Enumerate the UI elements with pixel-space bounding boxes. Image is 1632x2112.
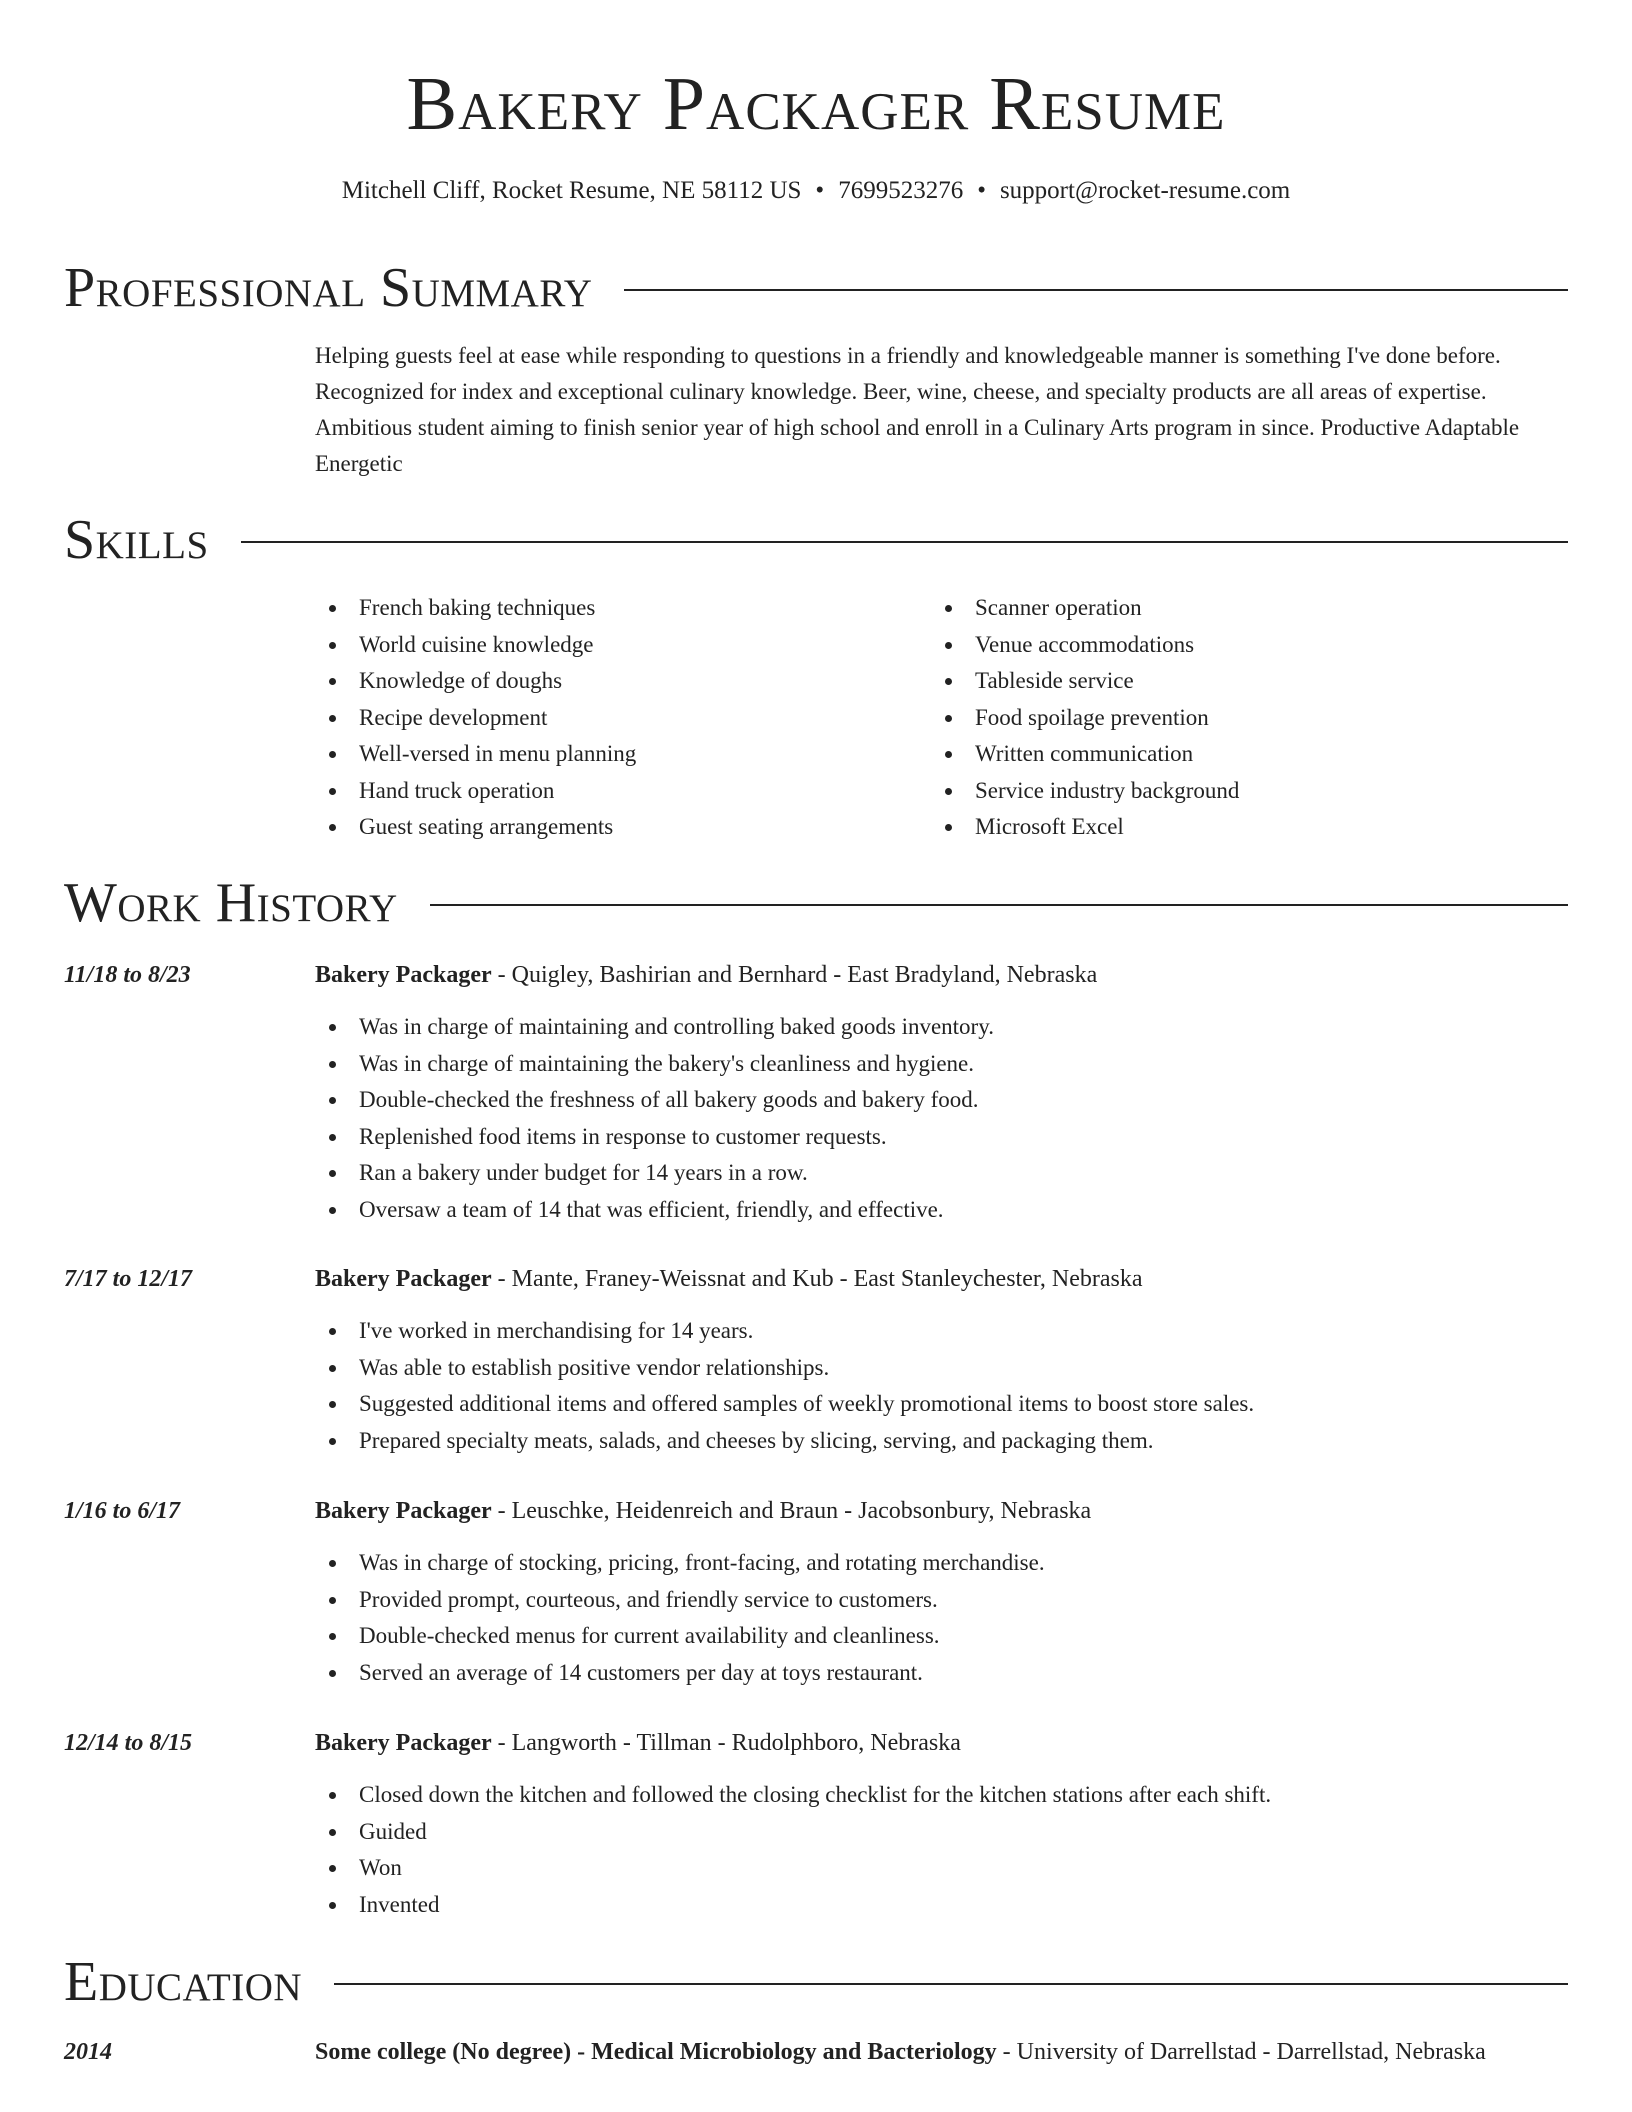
- job-bullet: Prepared specialty meats, salads, and cheeses by slicing, serving, and packaging them.: [315, 1423, 1570, 1460]
- job-employer: - Quigley, Bashirian and Bernhard - East Bradyland, Nebraska: [491, 962, 1098, 988]
- section-header-work: [64, 873, 1568, 933]
- skills-column-1: [315, 590, 915, 846]
- job-bullet: Closed down the kitchen and followed the closing checklist for the kitchen stations after each shift.: [315, 1777, 1570, 1814]
- skill-item: Knowledge of doughs: [315, 663, 915, 700]
- job-bullet: Suggested additional items and offered samples of weekly promotional items to boost store sales.: [315, 1386, 1570, 1423]
- education-school: - University of Darrellstad - Darrellstad, Nebraska: [996, 2039, 1486, 2065]
- job-bullet: I've worked in merchandising for 14 years.: [315, 1313, 1570, 1350]
- job-bullets: [315, 1313, 1570, 1459]
- section-divider: [241, 541, 1568, 543]
- section-header-education: [64, 1952, 1568, 2012]
- section-title-work: Work History: [64, 872, 398, 934]
- skill-item: French baking techniques: [315, 590, 915, 627]
- skill-item: Hand truck operation: [315, 773, 915, 810]
- skill-item: Service industry background: [931, 773, 1571, 810]
- skill-item: Scanner operation: [931, 590, 1571, 627]
- section-title-summary: Professional Summary: [64, 257, 593, 319]
- job-bullet: Oversaw a team of 14 that was efficient, friendly, and effective.: [315, 1192, 1570, 1229]
- section-title-skills: Skills: [64, 509, 209, 571]
- skills-column-2: [931, 590, 1571, 846]
- skill-item: Food spoilage prevention: [931, 700, 1571, 737]
- education-date: 2014: [64, 2039, 112, 2065]
- job-title: Bakery Packager: [315, 1498, 492, 1524]
- skill-item: Written communication: [931, 736, 1571, 773]
- job-bullet: Was able to establish positive vendor relationships.: [315, 1350, 1570, 1387]
- job-bullet: Invented: [315, 1887, 1570, 1924]
- job-employer: - Leuschke, Heidenreich and Braun - Jacobsonbury, Nebraska: [491, 1498, 1092, 1524]
- job-bullet: Ran a bakery under budget for 14 years in a row.: [315, 1155, 1570, 1192]
- job-bullet: Provided prompt, courteous, and friendly service to customers.: [315, 1582, 1570, 1619]
- job-employer: - Mante, Franey-Weissnat and Kub - East Stanleychester, Nebraska: [491, 1266, 1143, 1292]
- job-heading: [315, 1261, 1570, 1297]
- section-header-summary: [64, 258, 1568, 318]
- skill-item: Recipe development: [315, 700, 915, 737]
- job-heading: [315, 1493, 1570, 1529]
- contact-address: Mitchell Cliff, Rocket Resume, NE 58112 US: [341, 177, 802, 204]
- contact-email[interactable]: support@rocket-resume.com: [999, 177, 1291, 204]
- summary-text: Helping guests feel at ease while responding to questions in a friendly and knowledgeable manner is something I've done before. Recognized for index and exceptional culinary knowledge. Beer, wine, cheese, and specialty products are all areas of expertise. Ambitious student aiming to finish senior year of high school and enroll in a Culinary Arts program in since. Productive Adaptable Energetic: [315, 343, 1520, 476]
- job-bullets: [315, 1545, 1570, 1691]
- job-bullet: Was in charge of maintaining and controlling baked goods inventory.: [315, 1009, 1570, 1046]
- education-degree: Some college (No degree) - Medical Microbiology and Bacteriology: [315, 2039, 997, 2065]
- section-divider: [334, 1983, 1568, 1985]
- resume-title: Bakery Packager Resume: [406, 62, 1226, 146]
- skill-item: Well-versed in menu planning: [315, 736, 915, 773]
- job-bullet: Won: [315, 1850, 1570, 1887]
- job-bullets: [315, 1777, 1570, 1923]
- job-date: 12/14 to 8/15: [64, 1730, 193, 1756]
- job-title: Bakery Packager: [315, 962, 492, 988]
- skill-item: Microsoft Excel: [931, 809, 1571, 846]
- job-bullet: Double-checked menus for current availability and cleanliness.: [315, 1618, 1570, 1655]
- job-bullet: Double-checked the freshness of all bakery goods and bakery food.: [315, 1082, 1570, 1119]
- section-divider: [430, 904, 1568, 906]
- job-date: 7/17 to 12/17: [64, 1266, 193, 1292]
- job-bullet: Served an average of 14 customers per day at toys restaurant.: [315, 1655, 1570, 1692]
- skill-item: World cuisine knowledge: [315, 627, 915, 664]
- education-heading: [315, 2034, 1570, 2071]
- job-date: 1/16 to 6/17: [64, 1498, 181, 1524]
- contact-line: [0, 174, 1632, 208]
- section-divider: [624, 289, 1568, 291]
- contact-phone: 7699523276: [838, 177, 964, 204]
- job-bullet: Guided: [315, 1814, 1570, 1851]
- job-title: Bakery Packager: [315, 1730, 492, 1756]
- job-title: Bakery Packager: [315, 1266, 492, 1292]
- skill-item: Tableside service: [931, 663, 1571, 700]
- skill-item: Guest seating arrangements: [315, 809, 915, 846]
- job-heading: [315, 1725, 1570, 1761]
- job-heading: [315, 957, 1570, 993]
- contact-separator: •: [815, 177, 825, 204]
- section-title-education: Education: [64, 1951, 303, 2013]
- job-bullets: [315, 1009, 1570, 1228]
- contact-separator: •: [977, 177, 986, 204]
- section-header-skills: [64, 510, 1568, 570]
- job-bullet: Was in charge of maintaining the bakery's cleanliness and hygiene.: [315, 1046, 1570, 1083]
- skill-item: Venue accommodations: [931, 627, 1571, 664]
- job-date: 11/18 to 8/23: [64, 962, 191, 988]
- job-bullet: Was in charge of stocking, pricing, front-facing, and rotating merchandise.: [315, 1545, 1570, 1582]
- job-bullet: Replenished food items in response to customer requests.: [315, 1119, 1570, 1156]
- job-employer: - Langworth - Tillman - Rudolphboro, Nebraska: [491, 1730, 961, 1756]
